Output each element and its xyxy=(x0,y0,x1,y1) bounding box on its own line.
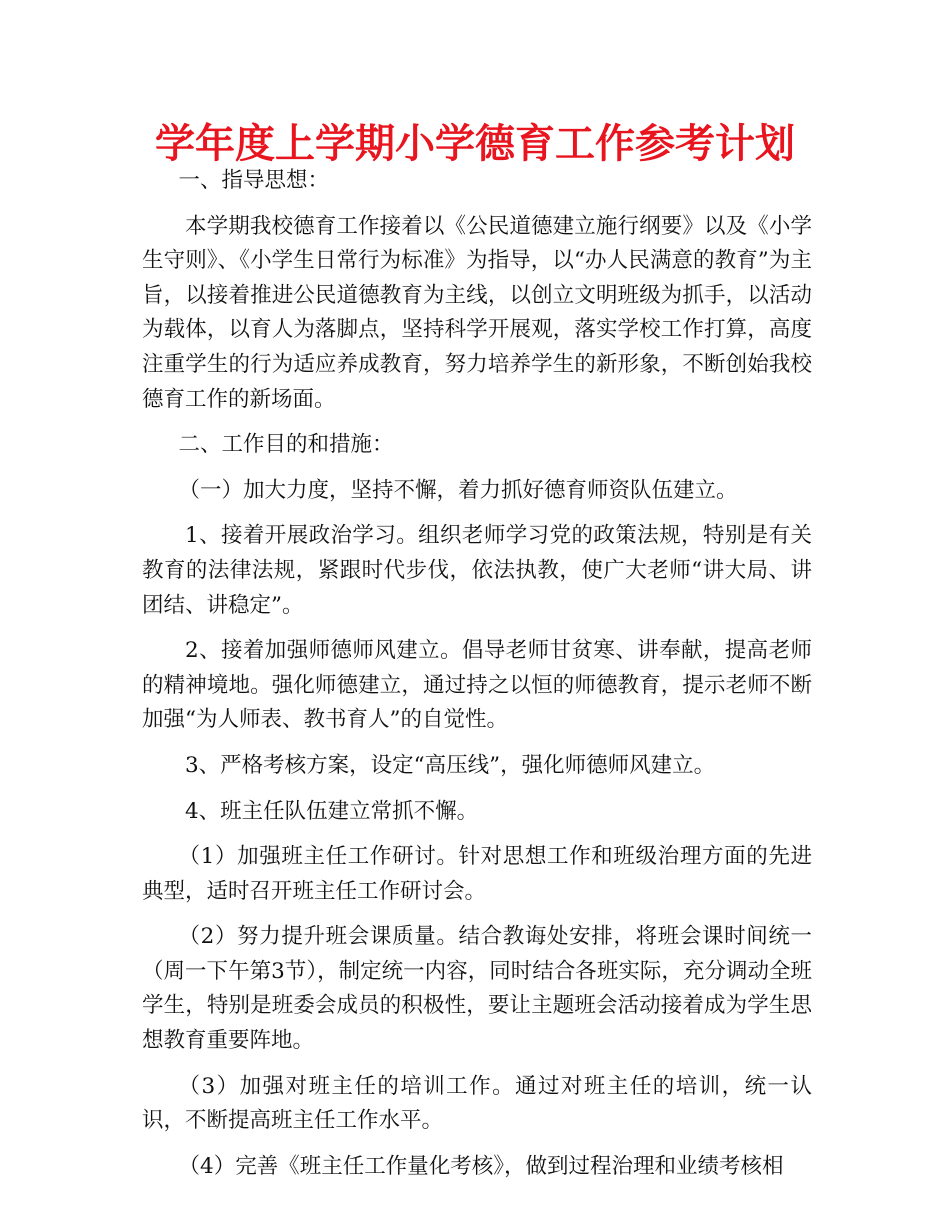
paragraph: （4）完善《班主任工作量化考核》，做到过程治理和业绩考核相 xyxy=(178,1153,784,1179)
section-heading: 一、指导思想： xyxy=(178,168,330,193)
document-title: 学年度上学期小学德育工作参考计划 xyxy=(155,120,795,167)
document-body xyxy=(142,164,812,1195)
paragraph: 3、严格考核方案，设定“高压线”，强化师德师风建立。 xyxy=(185,752,716,778)
paragraph: 本学期我校德育工作接着以《公民道德建立施行纲要》以及《小学生守则》、《小学生日常行为标准》为指导，以“办人民满意的教育”为主旨，以接着推进公民道德教育为主线，以创立文明班级为抓手，以活动为载体，以育人为落脚点，坚持科学开展观，落实学校工作打算，高度注重学生的行为适应养成教育，努力培养学生的新形象，不断创始我校德育工作的新场面。 xyxy=(142,213,812,412)
paragraph: 1、接着开展政治学习。组织老师学习党的政策法规，特别是有关教育的法律法规，紧跟时代步伐，依法执教，使广大老师“讲大局、讲团结、讲稳定”。 xyxy=(142,523,812,618)
paragraph: （1）加强班主任工作研讨。针对思想工作和班级治理方面的先进典型，适时召开班主任工作研讨会。 xyxy=(142,844,812,904)
section-heading: 二、工作目的和措施： xyxy=(178,432,394,458)
paragraph: 4、班主任队伍建立常抓不懈。 xyxy=(185,798,479,824)
paragraph: （2）努力提升班会课质量。结合教诲处安排，将班会课时间统一（周一下午第3节），制定统一内容，同时结合各班实际，充分调动全班学生，特别是班委会成员的积极性，要让主题班会活动接着成为学生思想教育重要阵地。 xyxy=(142,924,812,1054)
paragraph: （3）加强对班主任的培训工作。通过对班主任的培训，统一认识，不断提高班主任工作水平。 xyxy=(142,1073,812,1134)
paragraph: 2、接着加强师德师风建立。倡导老师甘贫寒、讲奉献，提高老师的精神境地。强化师德建立，通过持之以恒的师德教育，提示老师不断加强“为人师表、教书育人”的自觉性。 xyxy=(142,638,812,733)
subsection-heading: （一）加大力度，坚持不懈，着力抓好德育师资队伍建立。 xyxy=(178,477,738,503)
